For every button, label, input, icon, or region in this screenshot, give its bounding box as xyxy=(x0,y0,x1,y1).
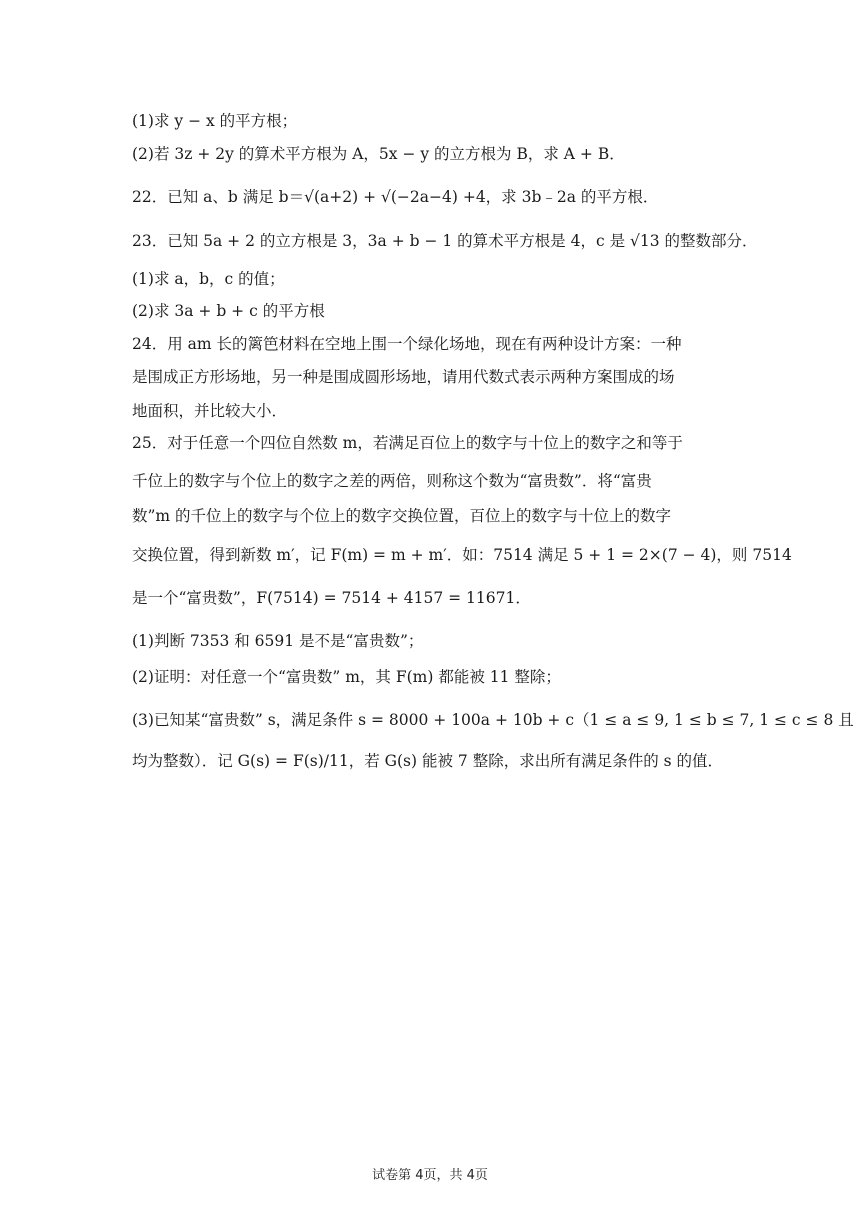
question-22: 22．已知 a、b 满足 b＝√(a+2) + √(−2a−4) +4，求 3b﹣2a 的平方根． xyxy=(132,188,659,206)
question-25-line-4: 交换位置，得到新数 m′，记 F(m) = m + m′．如：7514 满足 5 + 1 = 2×(7 − 4)，则 7514 xyxy=(132,546,792,564)
question-23-part-1: (1)求 a，b，c 的值； xyxy=(132,270,285,288)
question-24-line-2: 是围成正方形场地，另一种是围成圆形场地，请用代数式表示两种方案围成的场 xyxy=(132,368,675,386)
question-25-line-2: 千位上的数字与个位上的数字之差的两倍，则称这个数为“富贵数”．将“富贵 xyxy=(132,472,652,490)
question-24-line-1: 24．用 am 长的篱笆材料在空地上围一个绿化场地，现在有两种设计方案：一种 xyxy=(132,335,682,353)
question-25-line-3: 数”m 的千位上的数字与个位上的数字交换位置，百位上的数字与十位上的数字 xyxy=(132,507,672,525)
question-25-line-5: 是一个“富贵数”，F(7514) = 7514 + 4157 = 11671． xyxy=(132,589,531,607)
question-line-1: (1)求 y − x 的平方根； xyxy=(132,112,298,130)
question-25-part-3-line-2: 均为整数）．记 G(s) = F(s)/11，若 G(s) 能被 7 整除，求出所有满足条件的 s 的值． xyxy=(132,752,724,770)
question-25-part-3-line-1: (3)已知某“富贵数” s，满足条件 s = 8000 + 100a + 10b + c（1 ≤ a ≤ 9, 1 ≤ b ≤ 7, 1 ≤ c ≤ 8 且 xyxy=(132,711,854,729)
question-25-part-2: (2)证明：对任意一个“富贵数” m，其 F(m) 都能被 11 整除； xyxy=(132,668,561,686)
question-24-line-3: 地面积，并比较大小． xyxy=(132,402,288,420)
question-25-line-1: 25．对于任意一个四位自然数 m，若满足百位上的数字与十位上的数字之和等于 xyxy=(132,434,683,452)
question-23: 23．已知 5a + 2 的立方根是 3，3a + b − 1 的算术平方根是 4，c 是 √13 的整数部分． xyxy=(132,232,758,250)
question-line-2: (2)若 3z + 2y 的算术平方根为 A，5x − y 的立方根为 B，求 A + B． xyxy=(132,145,625,163)
question-23-part-2: (2)求 3a + b + c 的平方根 xyxy=(132,302,325,320)
question-25-part-1: (1)判断 7353 和 6591 是不是“富贵数”； xyxy=(132,632,424,650)
page-footer: 试卷第 4页，共 4页 xyxy=(372,1168,488,1183)
